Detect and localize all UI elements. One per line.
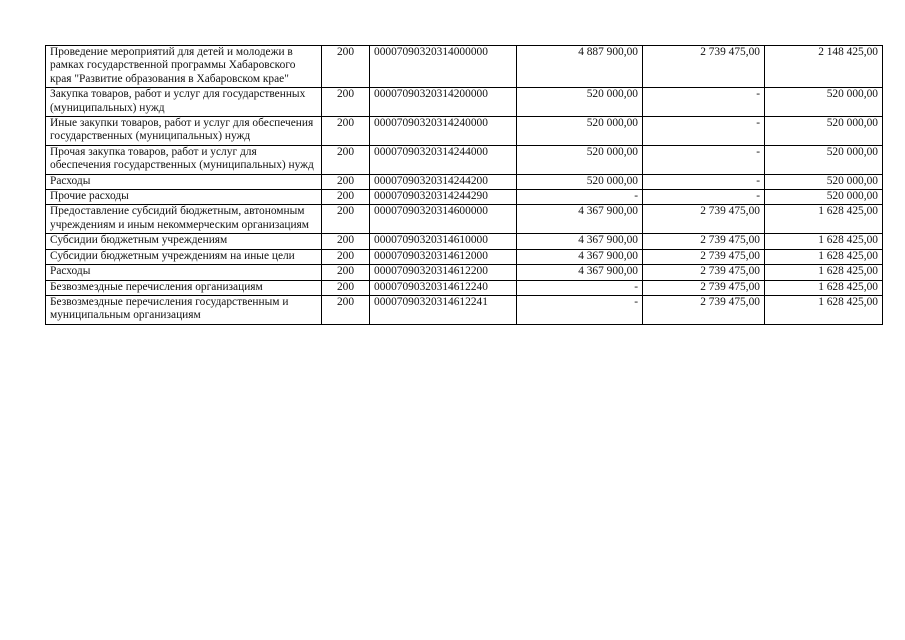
table-row <box>46 145 883 174</box>
classification-code-cell: 00007090320314244290 <box>370 190 517 205</box>
expense-name-cell: Расходы <box>46 174 322 189</box>
line-code-cell: 200 <box>322 88 370 117</box>
executed-amount-cell: 2 739 475,00 <box>643 265 765 280</box>
table-row <box>46 174 883 189</box>
classification-code-cell: 00007090320314244000 <box>370 145 517 174</box>
executed-amount-cell: 2 739 475,00 <box>643 46 765 88</box>
executed-amount-cell: - <box>643 88 765 117</box>
approved-amount-cell: 4 887 900,00 <box>517 46 643 88</box>
approved-amount-cell: 520 000,00 <box>517 145 643 174</box>
classification-code-cell: 00007090320314200000 <box>370 88 517 117</box>
expense-name-cell: Субсидии бюджетным учреждениям <box>46 234 322 249</box>
approved-amount-cell: - <box>517 280 643 295</box>
remaining-amount-cell: 1 628 425,00 <box>765 234 883 249</box>
table-row <box>46 205 883 234</box>
line-code-cell: 200 <box>322 46 370 88</box>
executed-amount-cell: 2 739 475,00 <box>643 295 765 324</box>
expense-name-cell: Закупка товаров, работ и услуг для государственных (муниципальных) нужд <box>46 88 322 117</box>
table-row <box>46 234 883 249</box>
executed-amount-cell: 2 739 475,00 <box>643 249 765 264</box>
table-row <box>46 295 883 324</box>
classification-code-cell: 00007090320314612240 <box>370 280 517 295</box>
expense-name-cell: Прочая закупка товаров, работ и услуг для обеспечения государственных (муниципальных) нужд <box>46 145 322 174</box>
executed-amount-cell: 2 739 475,00 <box>643 205 765 234</box>
approved-amount-cell: 4 367 900,00 <box>517 205 643 234</box>
expense-name-cell: Безвозмездные перечисления организациям <box>46 280 322 295</box>
expense-name-cell: Прочие расходы <box>46 190 322 205</box>
classification-code-cell: 00007090320314600000 <box>370 205 517 234</box>
line-code-cell: 200 <box>322 295 370 324</box>
remaining-amount-cell: 1 628 425,00 <box>765 280 883 295</box>
executed-amount-cell: 2 739 475,00 <box>643 280 765 295</box>
table-row <box>46 265 883 280</box>
approved-amount-cell: 520 000,00 <box>517 117 643 146</box>
line-code-cell: 200 <box>322 280 370 295</box>
expense-name-cell: Безвозмездные перечисления государственным и муниципальным организациям <box>46 295 322 324</box>
expense-name-cell: Предоставление субсидий бюджетным, автономным учреждениям и иным некоммерческим организациям <box>46 205 322 234</box>
table-row <box>46 190 883 205</box>
table-row <box>46 280 883 295</box>
table-row <box>46 88 883 117</box>
executed-amount-cell: - <box>643 190 765 205</box>
approved-amount-cell: 4 367 900,00 <box>517 265 643 280</box>
line-code-cell: 200 <box>322 265 370 280</box>
executed-amount-cell: - <box>643 174 765 189</box>
line-code-cell: 200 <box>322 174 370 189</box>
budget-execution-table <box>45 45 883 325</box>
remaining-amount-cell: 1 628 425,00 <box>765 295 883 324</box>
remaining-amount-cell: 1 628 425,00 <box>765 249 883 264</box>
approved-amount-cell: 4 367 900,00 <box>517 234 643 249</box>
classification-code-cell: 00007090320314240000 <box>370 117 517 146</box>
executed-amount-cell: - <box>643 145 765 174</box>
line-code-cell: 200 <box>322 234 370 249</box>
remaining-amount-cell: 520 000,00 <box>765 174 883 189</box>
table-row <box>46 249 883 264</box>
line-code-cell: 200 <box>322 205 370 234</box>
table-body <box>46 46 883 325</box>
line-code-cell: 200 <box>322 145 370 174</box>
executed-amount-cell: - <box>643 117 765 146</box>
approved-amount-cell: - <box>517 295 643 324</box>
expense-name-cell: Проведение мероприятий для детей и молодежи в рамках государственной программы Хабаровского края "Развитие образования в Хабаровском крае" <box>46 46 322 88</box>
classification-code-cell: 00007090320314612241 <box>370 295 517 324</box>
remaining-amount-cell: 2 148 425,00 <box>765 46 883 88</box>
executed-amount-cell: 2 739 475,00 <box>643 234 765 249</box>
classification-code-cell: 00007090320314612200 <box>370 265 517 280</box>
remaining-amount-cell: 520 000,00 <box>765 145 883 174</box>
remaining-amount-cell: 520 000,00 <box>765 117 883 146</box>
classification-code-cell: 00007090320314612000 <box>370 249 517 264</box>
line-code-cell: 200 <box>322 190 370 205</box>
remaining-amount-cell: 520 000,00 <box>765 190 883 205</box>
remaining-amount-cell: 1 628 425,00 <box>765 265 883 280</box>
line-code-cell: 200 <box>322 249 370 264</box>
approved-amount-cell: 4 367 900,00 <box>517 249 643 264</box>
approved-amount-cell: 520 000,00 <box>517 174 643 189</box>
table-row <box>46 117 883 146</box>
table-row <box>46 46 883 88</box>
expense-name-cell: Иные закупки товаров, работ и услуг для обеспечения государственных (муниципальных) нужд <box>46 117 322 146</box>
classification-code-cell: 00007090320314000000 <box>370 46 517 88</box>
expense-name-cell: Субсидии бюджетным учреждениям на иные цели <box>46 249 322 264</box>
approved-amount-cell: - <box>517 190 643 205</box>
line-code-cell: 200 <box>322 117 370 146</box>
expense-name-cell: Расходы <box>46 265 322 280</box>
remaining-amount-cell: 1 628 425,00 <box>765 205 883 234</box>
classification-code-cell: 00007090320314244200 <box>370 174 517 189</box>
classification-code-cell: 00007090320314610000 <box>370 234 517 249</box>
remaining-amount-cell: 520 000,00 <box>765 88 883 117</box>
approved-amount-cell: 520 000,00 <box>517 88 643 117</box>
